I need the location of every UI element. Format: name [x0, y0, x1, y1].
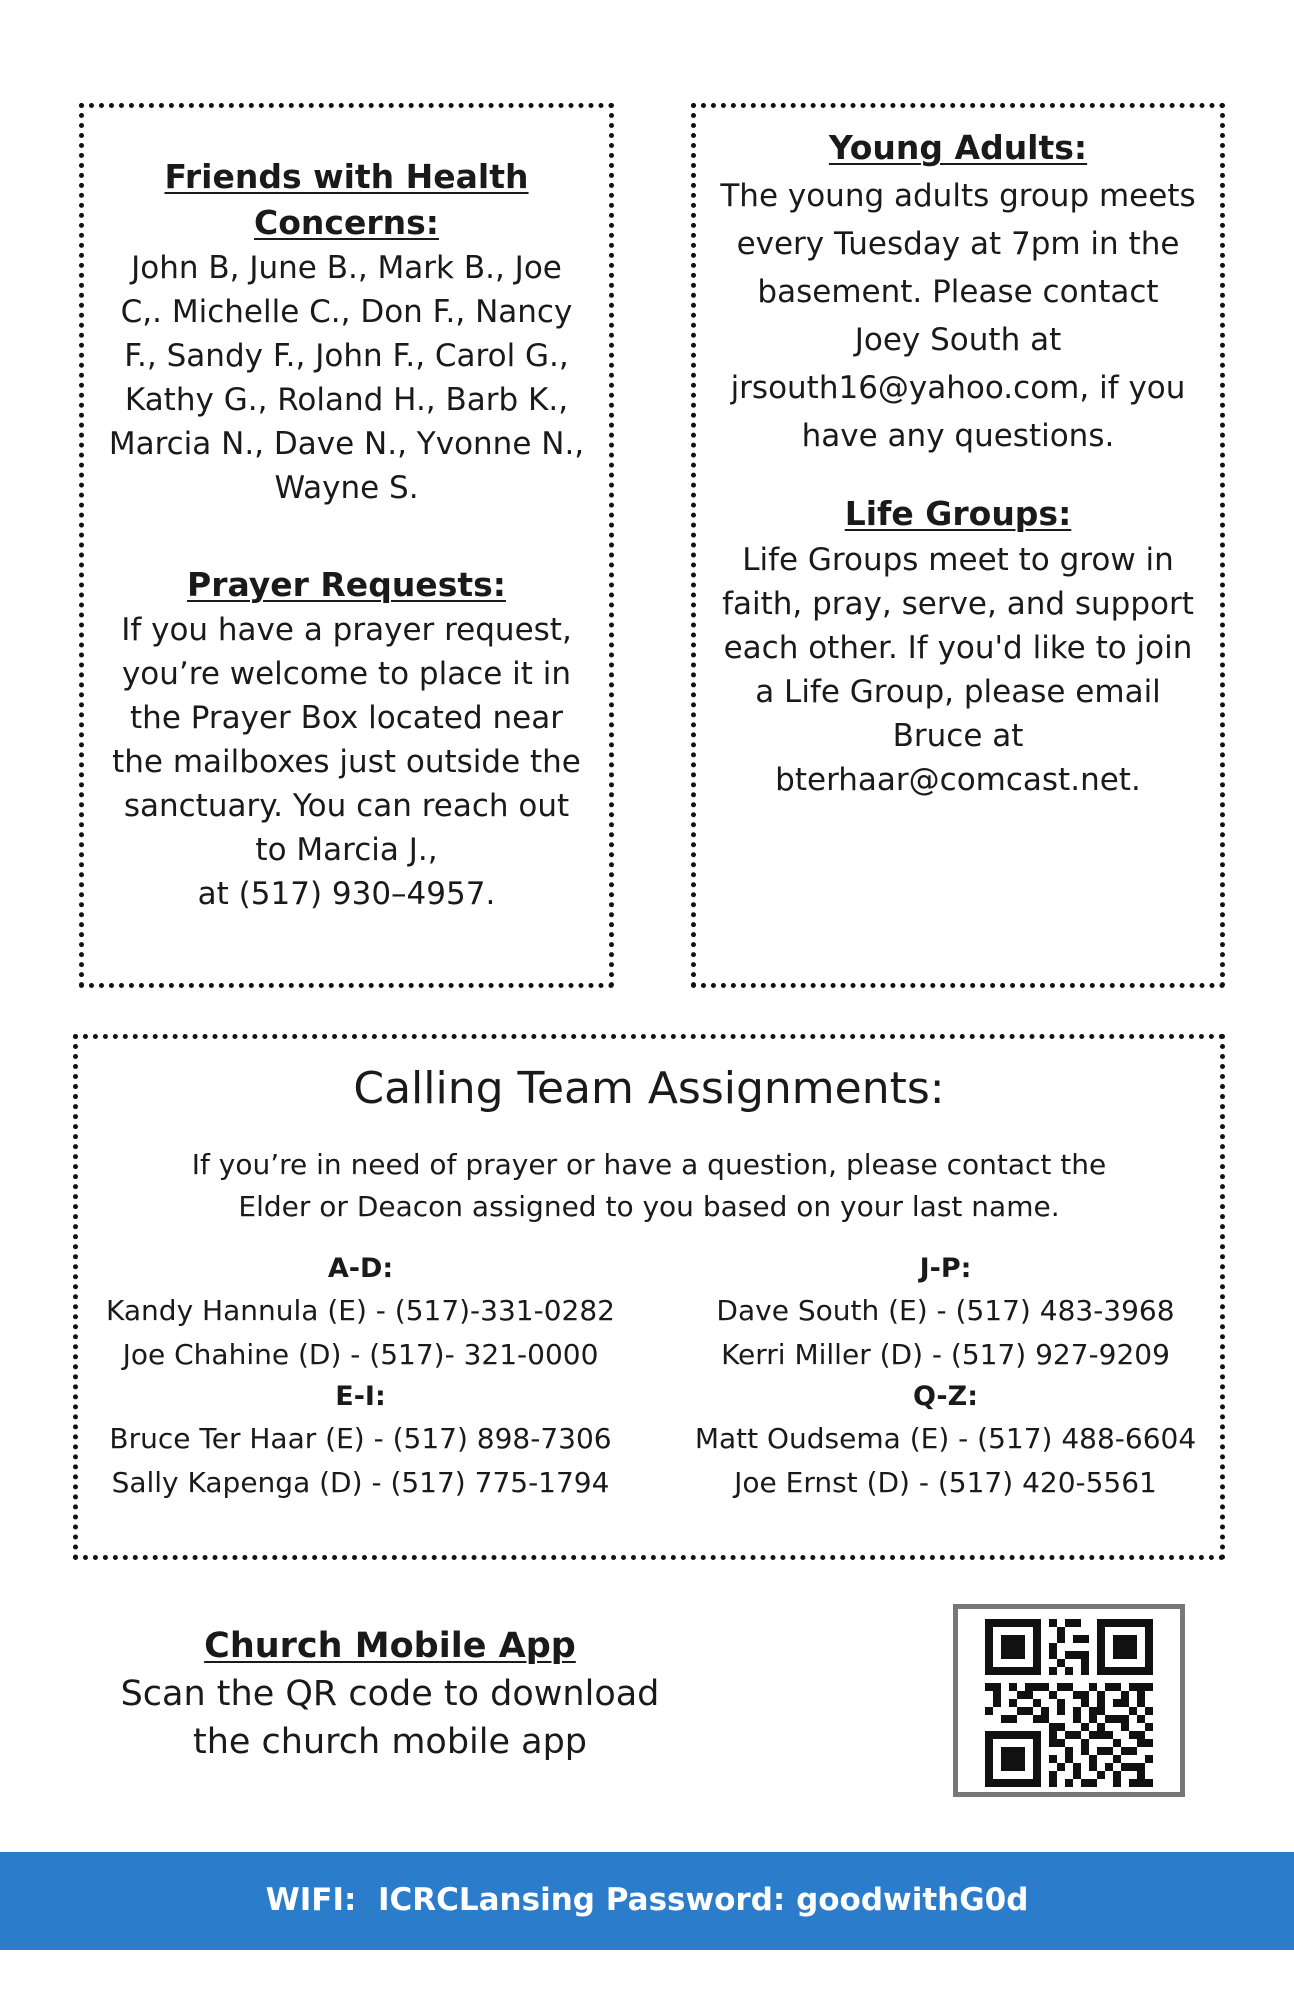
qr-code-icon	[985, 1619, 1153, 1787]
prayer-line: sanctuary. You can reach out	[123, 788, 570, 824]
contact-line: Dave South (E) - (517) 483-3968	[716, 1294, 1175, 1327]
health-heading-line1: Friends with Health	[164, 157, 529, 196]
prayer-line: the mailboxes just outside the	[112, 744, 581, 780]
life-groups-line: each other. If you'd like to join	[723, 630, 1193, 666]
life-groups-text	[704, 538, 1212, 802]
life-groups-line: faith, pray, serve, and support	[722, 586, 1194, 622]
life-groups-heading: Life Groups:	[844, 494, 1072, 533]
prayer-line: at (517) 930–4957.	[197, 876, 496, 912]
mobile-app-section	[100, 1622, 680, 1766]
health-concerns-heading	[98, 154, 595, 246]
young-adults-line: The young adults group meets	[720, 178, 1196, 214]
contact-line: Bruce Ter Haar (E) - (517) 898-7306	[109, 1422, 612, 1455]
calling-column-left	[83, 1249, 638, 1505]
life-groups-line: a Life Group, please email	[755, 674, 1161, 710]
young-adults-content	[704, 124, 1212, 802]
contact-line: Sally Kapenga (D) - (517) 775-1794	[111, 1466, 610, 1499]
contact-line: Kerri Miller (D) - (517) 927-9209	[721, 1338, 1170, 1371]
life-groups-email-line: bterhaar@comcast.net.	[775, 762, 1141, 798]
young-adults-text	[704, 172, 1212, 460]
health-names-line: John B, June B., Mark B., Joe	[131, 250, 562, 286]
health-concerns-box	[79, 103, 614, 988]
range-label-j-p: J-P:	[919, 1253, 972, 1284]
wifi-info-text: WIFI: ICRCLansing Password: goodwithG0d	[265, 1882, 1029, 1918]
prayer-line: you’re welcome to place it in	[121, 656, 572, 692]
contact-line: Kandy Hannula (E) - (517)-331-0282	[106, 1294, 615, 1327]
health-names-line: Marcia N., Dave N., Yvonne N.,	[108, 426, 585, 462]
prayer-requests-text	[98, 608, 595, 916]
prayer-line: to Marcia J.,	[255, 832, 438, 868]
health-names-line: F., Sandy F., John F., Carol G.,	[124, 338, 569, 374]
young-adults-heading: Young Adults:	[828, 128, 1088, 167]
calling-intro-line: Elder or Deacon assigned to you based on your last name.	[238, 1190, 1060, 1223]
calling-team-intro	[118, 1144, 1180, 1228]
contact-line: Joe Ernst (D) - (517) 420-5561	[734, 1466, 1157, 1499]
young-adults-email-line: jrsouth16@yahoo.com, if you	[730, 370, 1186, 406]
mobile-app-line: Scan the QR code to download	[120, 1674, 660, 1714]
calling-column-right	[668, 1249, 1223, 1505]
life-groups-line: Life Groups meet to grow in	[742, 542, 1174, 578]
health-names-line: C,. Michelle C., Don F., Nancy	[120, 294, 573, 330]
young-adults-box	[691, 103, 1225, 988]
calling-intro-line: If you’re in need of prayer or have a question, please contact the	[191, 1148, 1107, 1181]
wifi-footer-bar	[0, 1852, 1294, 1950]
prayer-line: If you have a prayer request,	[121, 612, 572, 648]
prayer-line: the Prayer Box located near	[130, 700, 563, 736]
young-adults-line: Joey South at	[854, 322, 1062, 358]
health-names-line: Wayne S.	[274, 470, 419, 506]
young-adults-line: every Tuesday at 7pm in the	[736, 226, 1180, 262]
young-adults-line: basement. Please contact	[757, 274, 1159, 310]
young-adults-line: have any questions.	[801, 418, 1115, 454]
prayer-requests-heading: Prayer Requests:	[187, 565, 506, 604]
calling-team-box	[73, 1034, 1225, 1560]
contact-line: Matt Oudsema (E) - (517) 488-6604	[694, 1422, 1197, 1455]
contact-line: Joe Chahine (D) - (517)- 321-0000	[122, 1338, 599, 1371]
health-heading-line2: Concerns:	[254, 203, 439, 242]
health-names-list	[98, 246, 595, 510]
health-concerns-content	[98, 154, 595, 916]
mobile-app-line: the church mobile app	[192, 1722, 588, 1762]
qr-code-frame[interactable]	[953, 1604, 1185, 1797]
range-label-a-d: A-D:	[327, 1253, 394, 1284]
mobile-app-title: Church Mobile App	[204, 1626, 576, 1666]
range-label-q-z: Q-Z:	[912, 1381, 979, 1412]
health-names-line: Kathy G., Roland H., Barb K.,	[124, 382, 569, 418]
range-label-e-i: E-I:	[335, 1381, 386, 1412]
calling-team-title: Calling Team Assignments:	[353, 1063, 945, 1114]
life-groups-line: Bruce at	[892, 718, 1024, 754]
